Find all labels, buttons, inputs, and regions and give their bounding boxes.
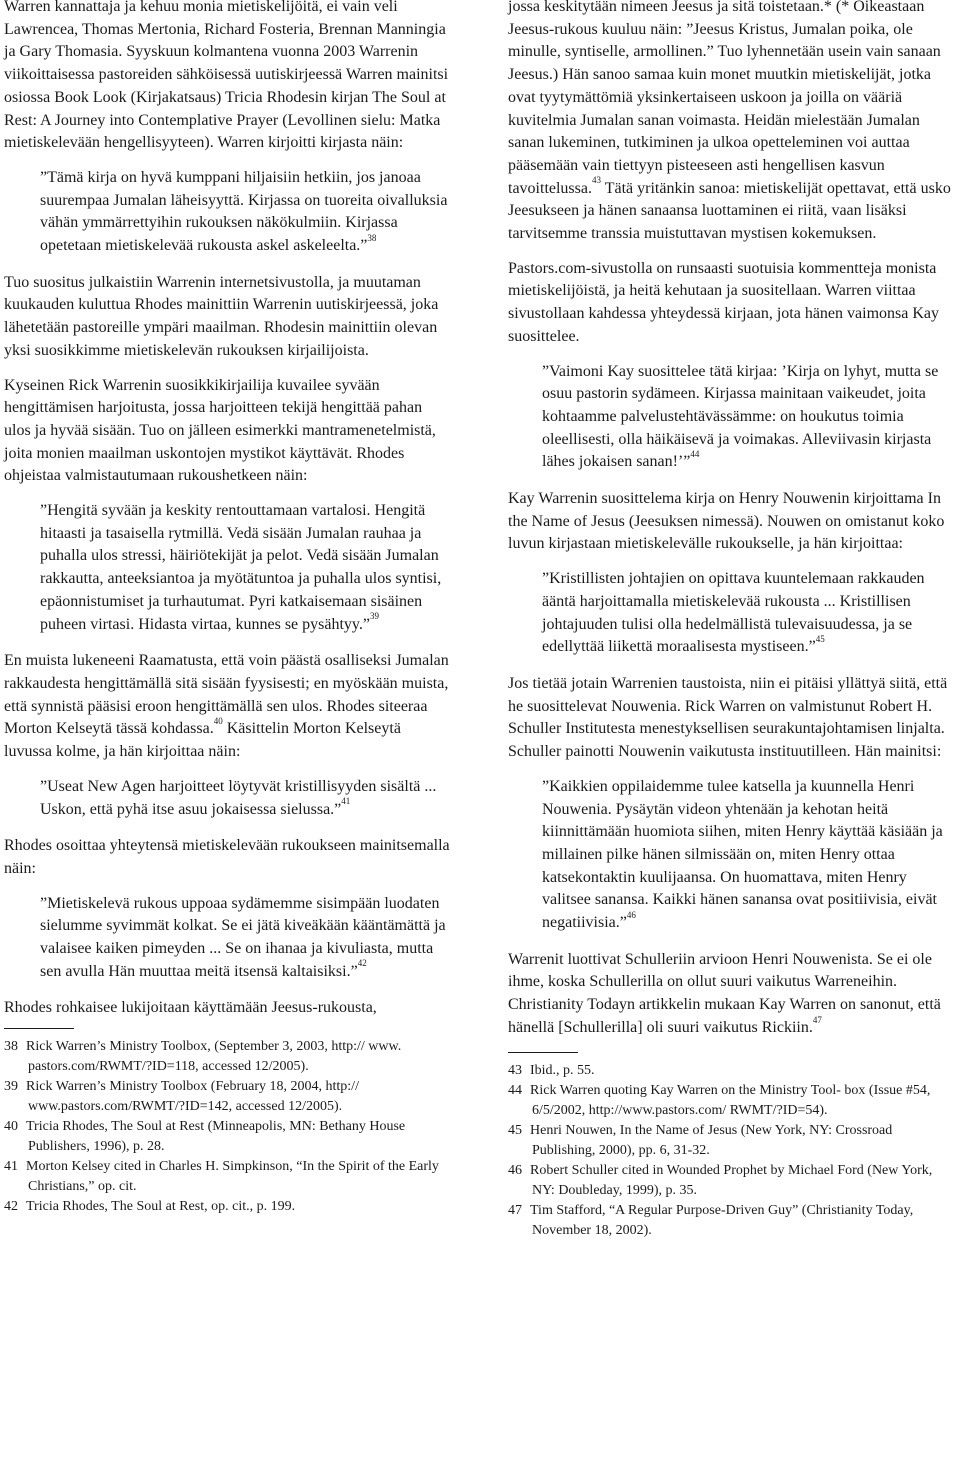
block-quote [4, 167, 452, 258]
paragraph-text: jossa keskitytään nimeen Jeesus ja sitä toistetaan.* (* Oikeastaan Jeesus-rukous kuuluu näin: ”Jeesus Kristus, Jumalan poika, ole minulle, syntiselle, armollinen.” Tuo lyhennetään usein vain sanaan Jeesus.) Hän sanoo samaa kuin monet muutkin mietiskelijät, jotka ovat tyytymättömiä yksinkertaiseen uskoon ja joilla on vääriä kuvitelmia Jumalan sanan voimasta. Heidän mielestään Jumalan sanan lukeminen, tutkiminen ja ulkoa opetteleminen voi auttaa pääsemään vain tiettyyn pisteeseen asti hengellisen kasvun tavoittelussa. [508, 0, 941, 197]
paragraph: Kay Warrenin suosittelema kirja on Henry Nouwenin kirjoittama In the Name of Jesus (Jeesuksen nimessä). Nouwen on omistanut koko luvun kirjastaan mietiskelevälle rukoukselle, ja hän kirjoittaa: [508, 490, 945, 553]
right-column [508, 0, 956, 1241]
paragraph: Rhodes osoittaa yhteytensä mietiskelevään rukoukseen mainitsemalla näin: [4, 837, 450, 877]
paragraph: Warren kannattaja ja kehuu monia mietiskelijöitä, ei vain veli Lawrencea, Thomas Mertonia, Richard Fosteria, Brennan Manningia ja Gary Thomasia. Syyskuun kolmantena vuonna 2003 Warrenin viikoittaisessa pastoreiden sähköisessä uutiskirjeessä Warren mainitsi osiossa Book Look (Kirjakatsaus) Tricia Rhodesin kirjan The Soul at Rest: A Journey into Contemplative Prayer (Levollinen sielu: Matka mietiskelevään hengellisyyteen). Warren kirjoitti kirjasta näin: [4, 0, 449, 152]
footnote-number: 47 [508, 1202, 522, 1218]
quote-text: ”Useat New Agen harjoitteet löytyvät kristillisyyden sisältä ... Uskon, että pyhä itse asuu jokaisessa sielussa.” [40, 777, 437, 818]
footnote-text: Tricia Rhodes, The Soul at Rest, op. cit., p. 199. [26, 1199, 296, 1215]
paragraph: Jos tietää jotain Warrenien taustoista, niin ei pitäisi yllättyä siitä, että he suosittelevat Nouwenia. Rick Warren on valmistunut Robert H. Schuller Institutesta menestyksellisen seurakuntajohtamisen linjalta. Schuller painotti Nouwenin vaikutusta instituutilleen. Hän mainitsi: [508, 674, 948, 761]
quote-text: ”Hengitä syvään ja keskity rentouttamaan vartalosi. Hengitä hitaasti ja tasaisella rytmillä. Vedä sisään Jumalan rauhaa ja puhalla ulos stressi, häiriötekijät ja pelot. Vedä sisään Jumalan rakkautta, anteeksiantoa ja myötätuntoa ja puhalla ulos syntisi, epäonnistumiset ja turhautumat. Pyri katkaisemaan sisäinen puheen virtasi. Hidasta virtaa, kunnes se pysähtyy.” [40, 502, 442, 633]
footnote-number: 45 [508, 1122, 522, 1138]
footnote [4, 1157, 452, 1197]
quote-text: ”Kristillisten johtajien on opittava kuuntelemaan rakkauden ääntä harjoittamalla mietiskelevää rukousta ... Kristillisen johtajuuden tulisi olla hedelmällistä tulevaisuudessa, ja se edellyttää liikettä moraalisesta mystiseen.” [542, 570, 925, 656]
footnote-number: 39 [4, 1079, 18, 1095]
paragraph-text: Tätä yritänkin sanoa: mietiskelijät opettavat, että usko Jeesukseen ja hänen sanaansa luottaminen ei riitä, vaan lisäksi tarvitsemme transsia muistuttavan mystisen kokemuksen. [508, 179, 951, 243]
footnote-ref[interactable]: 41 [341, 796, 351, 807]
paragraph [508, 949, 956, 1040]
block-quote [508, 568, 956, 659]
footnote-text: Rick Warren’s Ministry Toolbox, (September 3, 2003, http:// www. pastors.com/RWMT/?ID=118, accessed 12/2005). [26, 1039, 402, 1075]
paragraph: Pastors.com-sivustolla on runsaasti suotuisia kommentteja monista mietiskelijöistä, ja heitä kehutaan ja suositellaan. Warren viittaa sivustollaan kahdessa yhteydessä kirjaan, jota hänen vaimonsa Kay suosittelee. [508, 259, 939, 345]
quote-text: ”Mietiskelevä rukous uppoaa sydämemme sisimpään luodaten sielumme syvimmät kolkat. Se ei jätä kiveäkään kääntämättä ja valaisee kaiken pimeyden ... Se on ihanaa ja kivuliasta, mutta sen avulla Hän muuttaa meitä itsensä kaltaisiksi.” [40, 894, 446, 980]
footnote-number: 44 [508, 1082, 522, 1098]
footnote-number: 43 [508, 1062, 522, 1078]
paragraph [4, 650, 452, 764]
paragraph: Rhodes rohkaisee lukijoitaan käyttämään Jeesus-rukousta, [4, 999, 377, 1017]
footnote-text: Ibid., p. 55. [530, 1062, 595, 1078]
footnote [508, 1121, 956, 1161]
footnotes-right [508, 1061, 956, 1241]
footnote [508, 1081, 956, 1121]
block-quote [508, 361, 956, 475]
quote-text: ”Tämä kirja on hyvä kumppani hiljaisiin hetkiin, jos janoaa suurempaa Jumalan läheisyyttä. Kirjassa on tuoreita oivalluksia vähän ymmärrettyihin rukouksen näkökulmiin. Kirjassa opetetaan mietiskelevää rukousta askel askeleelta.” [40, 168, 448, 255]
footnote-text: Henri Nouwen, In the Name of Jesus (New York, NY: Crossroad Publishing, 2000), pp. 6, 31-32. [530, 1122, 893, 1158]
footnote-ref[interactable]: 42 [357, 958, 367, 969]
paragraph-text: En muista lukeneeni Raamatusta, että voin päästä osalliseksi Jumalan rakkaudesta hengittämällä sitä sisään fyysisesti; en myöskään muista, että synnistä pääsisi eroon hengittämällä sen ulos. Rhodes siteeraa Morton Kelseytä tässä kohdassa. [4, 652, 449, 738]
paragraph [508, 0, 956, 246]
block-quote [4, 893, 452, 984]
footnote [4, 1037, 452, 1077]
footnote-number: 46 [508, 1162, 522, 1178]
footnote-text: Rick Warren’s Ministry Toolbox (February 18, 2004, http:// www.pastors.com/RWMT/?ID=142, accessed 12/2005). [26, 1079, 359, 1115]
quote-text: ”Vaimoni Kay suosittelee tätä kirjaa: ’Kirja on lyhyt, mutta se osuu pastorin sydämeen. Kirjassa mainitaan vaikeudet, joita kohtaamme palvelustehtävässämme: on houkutus toimia oleellisesti, olla häikäisevä ja voimakas. Alleviivasin kirjasta lähes jokaisen sanan!’” [542, 362, 939, 471]
footnote-text: Tim Stafford, “A Regular Purpose-Driven Guy” (Christianity Today, November 18, 2002). [530, 1202, 914, 1238]
footnote-ref[interactable]: 45 [815, 633, 825, 644]
paragraph: Kyseinen Rick Warrenin suosikkikirjailija kuvailee syvään hengittämisen harjoitusta, jossa harjoitteen tekijä hengittää pahan ulos ja hyvää sisään. Tuo on jälleen esimerkki mantramenetelmistä, joita monien maailman uskontojen mystikot käyttävät. Rhodes ohjeistaa valmistautumaan rukoushetkeen näin: [4, 376, 436, 485]
footnote [508, 1161, 956, 1201]
block-quote [4, 776, 452, 821]
footnote-divider [4, 1028, 74, 1029]
footnote-ref[interactable]: 39 [369, 611, 379, 622]
footnote-ref[interactable]: 40 [213, 716, 223, 727]
block-quote [508, 776, 956, 935]
footnote-ref[interactable]: 38 [367, 232, 377, 243]
footnote-number: 41 [4, 1159, 18, 1175]
footnote [4, 1117, 452, 1157]
block-quote [4, 500, 452, 636]
paragraph-text: Warrenit luottivat Schulleriin arvioon Henri Nouwenista. Se ei ole ihme, koska Schullerilla on ollut suuri vaikutus Warreneihin. Christianity Todayn artikkelin mukaan Kay Warren on sanonut, että hänellä [Schullerilla] oli suuri vaikutus Rickiin. [508, 950, 941, 1036]
footnote-ref[interactable]: 44 [690, 449, 700, 460]
left-column [4, 0, 452, 1217]
footnote-text: Morton Kelsey cited in Charles H. Simpkinson, “In the Spirit of the Early Christians,” op. cit. [26, 1159, 439, 1195]
paragraph-text: Käsittelin Morton Kelseytä luvussa kolme, ja hän kirjoittaa näin: [4, 720, 401, 761]
footnote-number: 42 [4, 1199, 18, 1215]
footnote [4, 1077, 452, 1117]
footnote-number: 38 [4, 1039, 18, 1055]
footnote-divider [508, 1052, 578, 1053]
footnote-text: Tricia Rhodes, The Soul at Rest (Minneapolis, MN: Bethany House Publishers, 1996), p. 28. [26, 1119, 406, 1155]
footnote [4, 1197, 452, 1217]
footnote-ref[interactable]: 46 [626, 909, 636, 920]
footnote-text: Rick Warren quoting Kay Warren on the Ministry Tool- box (Issue #54, 6/5/2002, http://www.pastors.com/ RWMT/?ID=54). [530, 1082, 931, 1118]
footnotes-left [4, 1037, 452, 1217]
footnote-number: 40 [4, 1119, 18, 1135]
footnote [508, 1201, 956, 1241]
paragraph: Tuo suositus julkaistiin Warrenin internetsivustolla, ja muutaman kuukauden kuluttua Rhodes mainittiin Warrenin uutiskirjeessä, joka lähetetään pastoreille ympäri maailman. Rhodesin mainittiin olevan yksi suosikkimme mietiskelevän rukouksen kirjailijoista. [4, 273, 439, 359]
footnote-text: Robert Schuller cited in Wounded Prophet by Michael Ford (New York, NY: Doubleday, 1999), p. 35. [530, 1162, 933, 1198]
footnote-ref[interactable]: 43 [591, 175, 601, 186]
footnote [508, 1061, 956, 1081]
footnote-ref[interactable]: 47 [812, 1014, 822, 1025]
quote-text: ”Kaikkien oppilaidemme tulee katsella ja kuunnella Henri Nouwenia. Pysäytän videon yhtenään ja kehotan heitä kiinnittämään huomiota siihen, miten Henry käyttää käsiään ja millainen pilke hänen silmissään on, miten Henry ottaa katsekontaktin kuulijaansa. On huomattava, miten Henry valitsee sanansa. Kaikki hänen sanansa ovat positiivisia, eivät negatiivisia.” [542, 777, 943, 932]
